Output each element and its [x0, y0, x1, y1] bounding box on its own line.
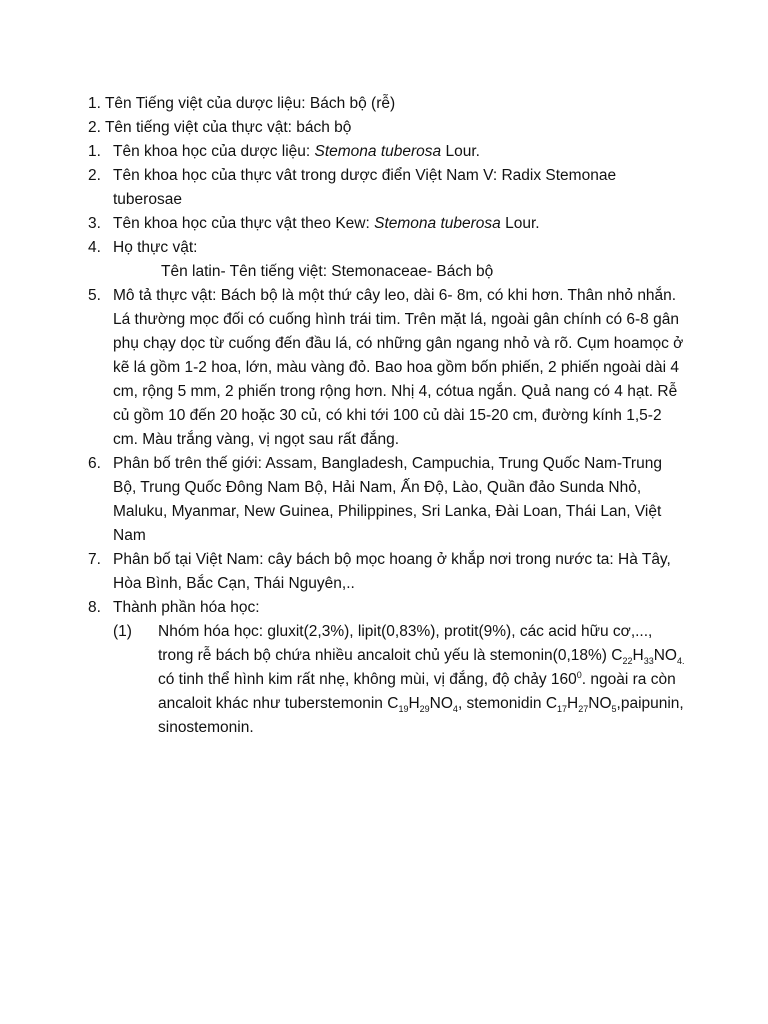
- list-text: Tên khoa học của thực vật theo Kew: Stemona tuberosa Lour.: [113, 215, 540, 232]
- latin-name: Stemona tuberosa: [374, 215, 501, 232]
- list-item-4: [88, 236, 688, 284]
- list-number: 3.: [88, 215, 101, 232]
- list-item-3: [88, 212, 688, 236]
- list-text: Tên khoa học của thực vât trong dược điển Việt Nam V: Radix Stemonae tuberosae: [113, 167, 617, 208]
- list-item-2: [88, 164, 688, 212]
- list-number: 7.: [88, 551, 101, 568]
- sub-item-1: [113, 620, 688, 740]
- list-number: 5.: [88, 287, 101, 304]
- heading-line-1: 1. Tên Tiếng việt của dược liệu: Bách bộ (rễ): [88, 95, 396, 112]
- list-item-8: [88, 596, 688, 740]
- list-text: Tên khoa học của dược liệu: Stemona tuberosa Lour.: [113, 143, 480, 160]
- latin-name: Stemona tuberosa: [314, 143, 442, 160]
- family-line: Tên latin- Tên tiếng việt: Stemonaceae- Bách bộ: [161, 263, 494, 280]
- list-item-6: [88, 452, 688, 548]
- list-text: Phân bố trên thế giới: Assam, Bangladesh, Campuchia, Trung Quốc Nam-Trung Bộ, Trung Quốc Đông Nam Bộ, Hải Nam, Ấn Độ, Lào, Quần đảo Sunda Nhỏ, Maluku, Myanmar, New Guinea, Philippines, Sri Lanka, Đài Loan, Thái Lan, Việt Nam: [113, 455, 662, 544]
- document-body: [88, 92, 688, 740]
- list-text: Thành phần hóa học:: [113, 599, 260, 616]
- heading-line-2: 2. Tên tiếng việt của thực vật: bách bộ: [88, 119, 352, 136]
- list-number: 2.: [88, 167, 101, 184]
- list-number: 8.: [88, 599, 101, 616]
- list-item-1: [88, 140, 688, 164]
- list-item-7: [88, 548, 688, 596]
- list-number: 6.: [88, 455, 101, 472]
- list-item-5: [88, 284, 688, 452]
- list-text: Phân bố tại Việt Nam: cây bách bộ mọc hoang ở khắp nơi trong nước ta: Hà Tây, Hòa Bình, Bắc Cạn, Thái Nguyên,..: [113, 551, 671, 592]
- sub-number: (1): [113, 623, 132, 640]
- list-text: Họ thực vật:: [113, 239, 198, 256]
- list-text: Mô tả thực vật: Bách bộ là một thứ cây leo, dài 6- 8m, có khi hơn. Thân nhỏ nhắn. Lá thường mọc đối có cuống hình trái tim. Trên mặt lá, ngoài gân chính có 6-8 gân phụ chạy dọc từ cuống đến đầu lá, có những gân ngang nhỏ và rõ. Cụm hoamọc ở kẽ lá gồm 1-2 hoa, lớn, màu vàng đỏ. Bao hoa gồm bốn phiến, 2 phiến ngoài dài 4 cm, rộng 5 mm, 2 phiến trong rộng hơn. Nhị 4, cótua ngắn. Quả nang có 4 hạt. Rễ củ gồm 10 đến 20 hoặc 30 củ, có khi tới 100 củ dài 15-20 cm, đường kính 1,5-2 cm. Màu trắng vàng, vị ngọt sau rất đắng.: [113, 287, 684, 448]
- sub-text: Nhóm hóa học: gluxit(2,3%), lipit(0,83%), protit(9%), các acid hữu cơ,..., trong rễ bách bộ chứa nhiều ancaloit chủ yếu là stemonin(0,18%) $C_{22}H_{33}NO_{4.}$ có tinh thể hình kim rất nhẹ, không mùi, vị đắng, độ chảy $160^0$. ngoài ra còn ancaloit khác như tuberstemonin $C_{19}H_{29}NO_4$, stemonidin $C_{17}H_{27}NO_5,paipunin$, sinostemonin.: [158, 623, 685, 736]
- list-number: 1.: [88, 143, 101, 160]
- list-number: 4.: [88, 239, 101, 256]
